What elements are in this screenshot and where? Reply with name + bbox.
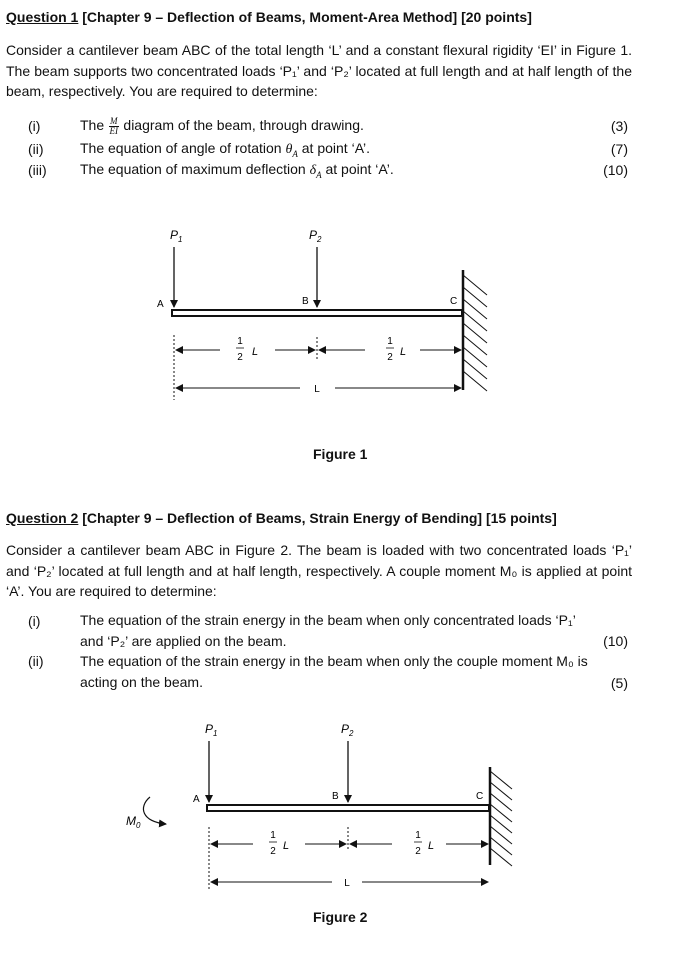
figure-2-diagram <box>0 715 694 905</box>
svg-text:2: 2 <box>237 352 243 363</box>
fig2-p1-label: $P_1$ <box>205 722 218 738</box>
fig2-point-b: B <box>332 791 339 802</box>
q1-item-2-pre: The equation of angle of rotation <box>80 140 282 156</box>
q1-paragraph: Consider a cantilever beam ABC of the total length ‘L’ and a constant flexural rigidity ‘EI’ in Figure 1. The beam supports two concentrated loads ‘P₁’ and ‘P₂’ located at full length and at half length of the beam, respectively. You are required to determine: <box>6 42 632 99</box>
fig2-half-label-right <box>414 830 434 857</box>
figure-1-diagram <box>0 215 694 445</box>
fig1-point-c: C <box>450 296 458 307</box>
svg-text:L: L <box>252 346 259 358</box>
q1-item-1-text <box>80 115 364 136</box>
q2-item-1-num: (i) <box>28 613 41 629</box>
fig1-length-label: L <box>314 384 320 395</box>
delta-subscript: A <box>316 169 322 180</box>
q2-item-2-num: (ii) <box>28 653 44 669</box>
q1-item-3-text <box>80 159 394 185</box>
frac-top: M <box>110 115 118 126</box>
svg-text:L: L <box>400 346 407 358</box>
q1-item-3-num: (iii) <box>28 162 47 178</box>
q2-number: Question 2 <box>6 510 79 526</box>
fig1-point-a: A <box>157 299 164 310</box>
q1-heading <box>6 9 532 25</box>
fig2-moment-arrow <box>143 797 166 824</box>
figure-1-caption: Figure 1 <box>313 446 368 462</box>
q2-item-1-marks: (10) <box>603 633 628 649</box>
svg-text:1: 1 <box>270 830 276 841</box>
q1-item-2-post: at point ‘A’. <box>301 140 370 156</box>
q2-item-2-line1: The equation of the strain energy in the beam when only the couple moment M₀ is <box>80 653 588 669</box>
fig2-wall-hatch <box>490 771 512 866</box>
fig1-beam <box>172 310 462 316</box>
q1-item-2-marks: (7) <box>610 141 628 157</box>
fig1-p2-label: $P_2$ <box>309 228 322 244</box>
fig1-half-label-right <box>386 336 406 363</box>
q2-title: [Chapter 9 – Deflection of Beams, Strain Energy of Bending] [15 points] <box>78 510 557 526</box>
fig2-beam <box>207 805 489 811</box>
svg-text:L: L <box>283 840 290 852</box>
m-over-ei-fraction <box>109 117 119 136</box>
q1-item-3-post: at point ‘A’. <box>325 161 394 177</box>
q2-item-2-line2: acting on the beam. <box>80 674 203 690</box>
figure-2-caption: Figure 2 <box>313 909 368 925</box>
q2-heading <box>6 510 557 526</box>
q1-item-3-marks: (10) <box>603 162 628 178</box>
theta-symbol: θ <box>285 142 293 157</box>
svg-text:1: 1 <box>415 830 421 841</box>
svg-text:1: 1 <box>387 336 393 347</box>
q1-item-2-num: (ii) <box>28 141 44 157</box>
q1-number: Question 1 <box>6 9 79 25</box>
q2-item-2-marks: (5) <box>610 675 628 691</box>
fig1-point-b: B <box>302 296 309 307</box>
fig2-length-label: L <box>344 878 350 889</box>
q1-item-1-pre: The <box>80 117 105 133</box>
delta-symbol: δ <box>309 163 317 178</box>
fig1-half-label-left <box>236 336 258 363</box>
q2-item-1-line1: The equation of the strain energy in the beam when only concentrated loads ‘P₁’ <box>80 612 576 628</box>
q1-item-3-pre: The equation of maximum deflection <box>80 161 306 177</box>
q2-paragraph: Consider a cantilever beam ABC in Figure 2. The beam is loaded with two concentrated loads ‘P₁’ and ‘P₂’ located at full length and at half length, respectively. A couple moment M₀ is applied at point ‘A’. You are required to determine: <box>6 542 632 599</box>
svg-text:2: 2 <box>270 846 276 857</box>
svg-text:L: L <box>428 840 435 852</box>
q1-item-1-post: diagram of the beam, through drawing. <box>123 117 364 133</box>
fig2-point-c: C <box>476 791 484 802</box>
fig2-p2-label: $P_2$ <box>341 722 354 738</box>
svg-text:2: 2 <box>387 352 393 363</box>
fig2-moment-label: $M_0$ <box>126 814 141 830</box>
fig2-half-label-left <box>269 830 289 857</box>
fig1-wall-hatch <box>463 275 487 391</box>
q1-item-1-marks: (3) <box>610 118 628 134</box>
q1-item-1-num: (i) <box>28 118 41 134</box>
theta-subscript: A <box>292 148 298 159</box>
fig2-point-a: A <box>193 794 200 805</box>
svg-text:2: 2 <box>415 846 421 857</box>
fig1-p1-label: $P_1$ <box>170 228 183 244</box>
q1-title: [Chapter 9 – Deflection of Beams, Moment-Area Method] [20 points] <box>78 9 532 25</box>
frac-bottom: EI <box>109 125 119 136</box>
q2-item-1-line2: and ‘P₂’ are applied on the beam. <box>80 633 287 649</box>
svg-text:1: 1 <box>237 336 243 347</box>
